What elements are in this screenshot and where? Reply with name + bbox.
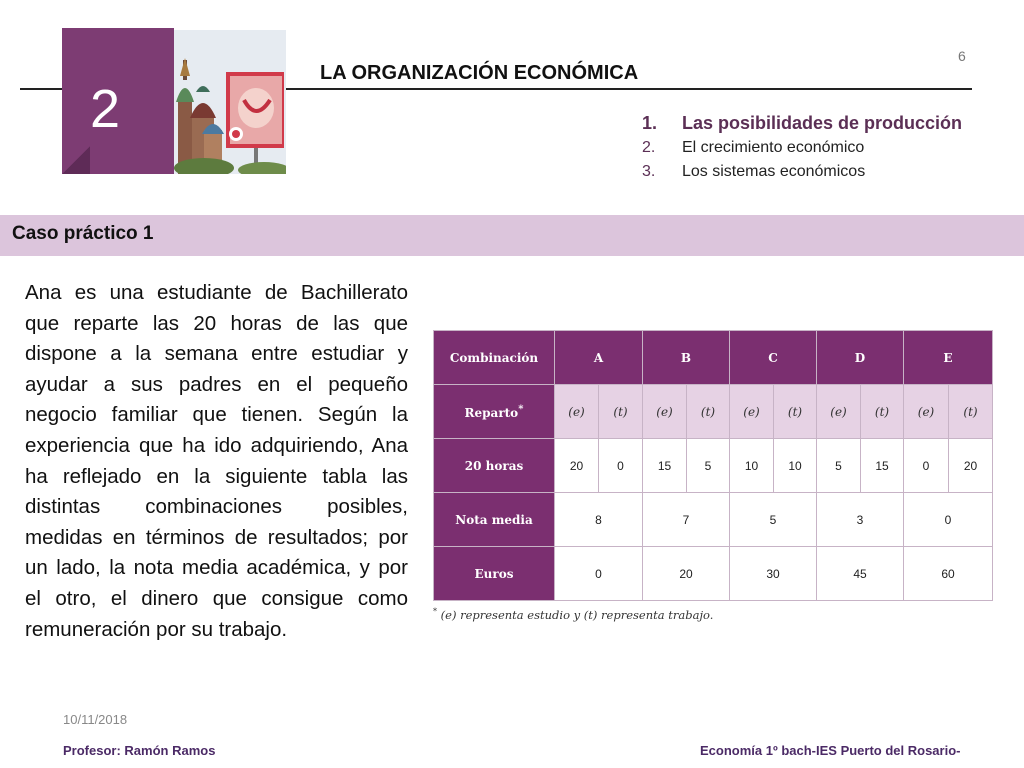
table-row-nota bbox=[434, 493, 993, 547]
table-of-contents bbox=[642, 110, 962, 184]
sub-header-t: (t) bbox=[949, 385, 993, 439]
reparto-label: Reparto bbox=[464, 405, 519, 420]
table-cell: 10 bbox=[774, 439, 817, 493]
column-header-e: E bbox=[904, 331, 993, 385]
table-row-euros bbox=[434, 547, 993, 601]
row-header-euros: Euros bbox=[434, 547, 555, 601]
footnote-mark: * bbox=[433, 607, 437, 616]
chapter-number: 2 bbox=[90, 79, 121, 139]
row-header-horas: 20 horas bbox=[434, 439, 555, 493]
table-cell: 20 bbox=[643, 547, 730, 601]
table-cell: 20 bbox=[555, 439, 599, 493]
table-cell: 3 bbox=[817, 493, 904, 547]
footer-course: Economía 1º bach-IES Puerto del Rosario- bbox=[700, 743, 961, 758]
section-band bbox=[0, 215, 1024, 256]
table-corner-header: Combinación bbox=[434, 331, 555, 385]
table-cell: 0 bbox=[904, 493, 993, 547]
sub-header-t: (t) bbox=[861, 385, 904, 439]
reparto-footnote-mark: * bbox=[518, 403, 524, 415]
table-cell: 60 bbox=[904, 547, 993, 601]
slide-number: 6 bbox=[958, 48, 966, 64]
section-title: Caso práctico 1 bbox=[12, 223, 154, 244]
toc-item-label: El crecimiento económico bbox=[682, 139, 865, 156]
toc-item-3 bbox=[642, 160, 962, 184]
toc-item-1 bbox=[642, 110, 962, 136]
toc-item-number: 3. bbox=[642, 163, 656, 180]
row-header-reparto bbox=[434, 385, 555, 439]
table-footnote bbox=[433, 607, 992, 622]
chapter-block bbox=[62, 28, 174, 174]
table-cell: 8 bbox=[555, 493, 643, 547]
table-cell: 0 bbox=[599, 439, 643, 493]
toc-item-number: 2. bbox=[642, 139, 656, 156]
page-title: LA ORGANIZACIÓN ECONÓMICA bbox=[320, 62, 639, 84]
city-billboard-image bbox=[174, 30, 286, 174]
column-header-a: A bbox=[555, 331, 643, 385]
table-row-horas bbox=[434, 439, 993, 493]
column-header-d: D bbox=[817, 331, 904, 385]
sub-header-e: (e) bbox=[904, 385, 949, 439]
sub-header-e: (e) bbox=[730, 385, 774, 439]
table-cell: 5 bbox=[730, 493, 817, 547]
table-cell: 5 bbox=[817, 439, 861, 493]
toc-item-number: 1. bbox=[642, 113, 658, 133]
toc-item-label: Las posibilidades de producción bbox=[682, 113, 963, 133]
footer-date: 10/11/2018 bbox=[63, 712, 128, 727]
column-header-c: C bbox=[730, 331, 817, 385]
table-cell: 7 bbox=[643, 493, 730, 547]
sub-header-t: (t) bbox=[774, 385, 817, 439]
table-row-reparto bbox=[434, 385, 993, 439]
table-cell: 30 bbox=[730, 547, 817, 601]
page-fold-decoration bbox=[62, 146, 90, 174]
footnote-text: (e) representa estudio y (t) representa trabajo. bbox=[440, 607, 714, 622]
table-cell: 0 bbox=[904, 439, 949, 493]
chapter-photo bbox=[174, 30, 286, 174]
toc-item-2 bbox=[642, 136, 962, 160]
sub-header-t: (t) bbox=[599, 385, 643, 439]
table-cell: 15 bbox=[643, 439, 687, 493]
sub-header-e: (e) bbox=[643, 385, 687, 439]
sub-header-t: (t) bbox=[687, 385, 730, 439]
toc-item-label: Los sistemas económicos bbox=[682, 163, 866, 180]
table-header-row bbox=[434, 331, 993, 385]
table-cell: 10 bbox=[730, 439, 774, 493]
table-cell: 45 bbox=[817, 547, 904, 601]
footer-teacher: Profesor: Ramón Ramos bbox=[63, 743, 216, 758]
table-cell: 20 bbox=[949, 439, 993, 493]
sub-header-e: (e) bbox=[817, 385, 861, 439]
table-cell: 15 bbox=[861, 439, 904, 493]
table-cell: 5 bbox=[687, 439, 730, 493]
sub-header-e: (e) bbox=[555, 385, 599, 439]
table-cell: 0 bbox=[555, 547, 643, 601]
combinations-table-wrapper bbox=[433, 330, 992, 622]
case-description: Ana es una estudiante de Bachillerato que reparte las 20 horas de las que dispone a la semana entre estudiar y ayudar a sus padres en el pequeño negocio familiar que tienen. Según la experiencia que ha ido adquiriendo, Ana ha reflejado en la siguiente tabla las distintas combinaciones posibles, medidas en términos de resultados; por un lado, la nota media académica, y por el otro, el dinero que consigue como remuneración por su trabajo. bbox=[25, 281, 408, 641]
row-header-nota: Nota media bbox=[434, 493, 555, 547]
combinations-table bbox=[433, 330, 993, 601]
column-header-b: B bbox=[643, 331, 730, 385]
